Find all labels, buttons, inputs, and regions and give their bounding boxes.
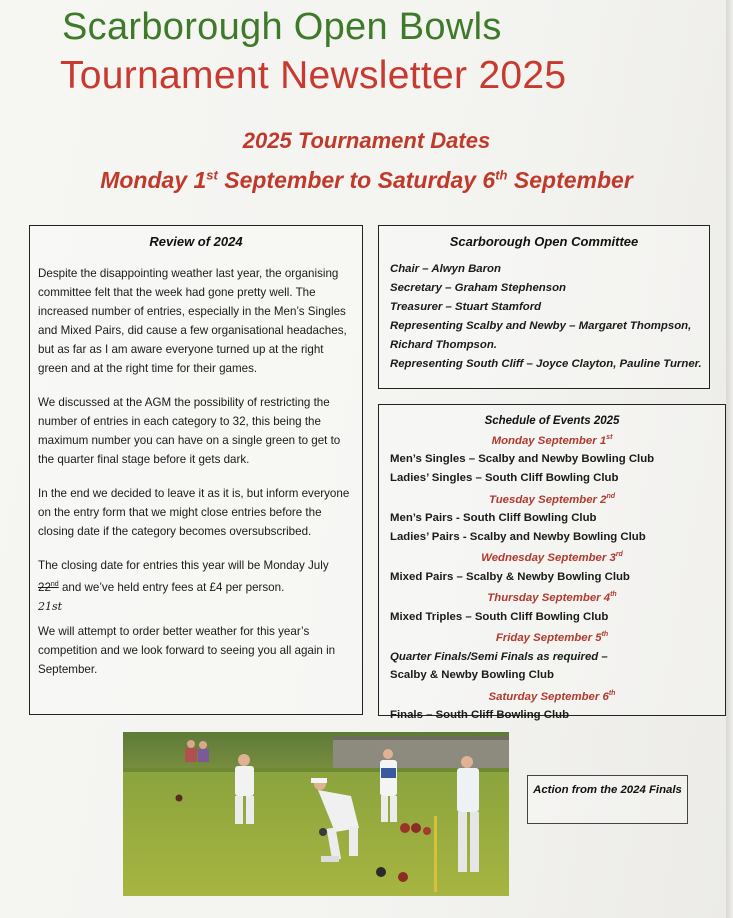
committee-list [379,260,709,374]
committee-line: Treasurer – Stuart Stamford [390,301,542,313]
review-paragraph: Despite the disappointing weather last year, the organising committee felt that the week had gone pretty well. The increased number of entries, especially in the Men’s Singles and Mixed Pairs, did cause a few organisational headaches, but as far as I am aware everyone turned up at the right green and at the right time for their games. [38,267,347,375]
day-label: Monday September 1 [491,434,607,447]
title-line-2: Tournament Newsletter 2025 [60,54,567,97]
committee-heading: Scarborough Open Committee [449,234,639,249]
photo-caption: Action from the 2024 Finals [533,784,682,796]
schedule-event: Men’s Pairs - South Cliff Bowling Club [390,511,597,524]
day-label: Thursday September 4 [487,591,611,604]
dates-part-2: September to Saturday 6 [217,167,496,193]
review-paragraph: We discussed at the AGM the possibility of restricting the number of entries in each category to 32, this being the maximum number you can have on a single green to get to the quarter final stage before it gets dark. [38,396,341,466]
review-box [29,225,363,715]
schedule-day [379,546,725,567]
day-suffix: th [601,631,609,639]
day-label: Wednesday September 3 [481,551,616,564]
review-paragraph: In the end we decided to leave it as it is, but inform everyone on the entry form that we might close entries before the closing date if the category becomes oversubscribed. [38,487,350,538]
schedule-heading: Schedule of Events 2025 [484,415,620,427]
day-label: Friday September 5 [495,631,602,644]
day-suffix: rd [615,551,623,559]
tournament-dates [0,167,733,194]
handwritten-date: 21st [38,599,63,613]
closing-date-rest: and we’ve held entry fees at £4 per person. [61,580,285,594]
schedule-day [379,685,725,706]
committee-line: Secretary – Graham Stephenson [390,282,566,294]
dates-part-3: September [507,167,633,193]
review-paragraph: We will attempt to order better weather for this year’s competition and we look forward to seeing you all again in September. [38,624,336,676]
day-suffix: th [610,591,617,599]
committee-line: Richard Thompson. [390,339,497,351]
day-suffix: st [606,434,613,441]
schedule-event: Scalby & Newby Bowling Club [390,669,554,682]
schedule-box [378,404,726,722]
schedule-event: Mixed Pairs – Scalby & Newby Bowling Club [390,570,630,583]
review-heading: Review of 2024 [149,234,243,249]
bowls-action-photo [123,732,509,896]
struck-date [38,581,59,594]
dates-part-1: Monday 1 [100,167,207,193]
schedule-event: Finals – South Cliff Bowling Club [390,709,570,722]
closing-date-paragraph [30,556,362,616]
committee-line: Representing Scalby and Newby – Margaret Thompson, [390,320,692,332]
struck-date-number: 22 [38,580,51,594]
committee-line: Representing South Cliff – Joyce Clayton, Pauline Turner. [390,358,702,370]
closing-date-text: The closing date for entries this year will be Monday July [38,559,329,572]
day-suffix: th [608,689,616,697]
committee-line: Chair – Alwyn Baron [390,263,501,275]
dates-sup-1: st [206,167,218,183]
schedule-event: Quarter Finals/Semi Finals as required – [390,650,608,663]
schedule-event: Ladies’ Singles – South Cliff Bowling Club [390,471,619,484]
struck-date-suffix: nd [50,581,59,588]
schedule-event: Ladies’ Pairs - Scalby and Newby Bowling Club [390,530,646,543]
day-label: Saturday September 6 [488,690,609,703]
committee-box [378,225,710,389]
schedule-day [379,488,725,509]
schedule-event: Mixed Triples – South Cliff Bowling Club [390,610,609,623]
schedule-day [379,429,725,450]
title-line-1: Scarborough Open Bowls [62,6,502,48]
bowls-photo-illustration [123,732,509,896]
schedule-event: Men’s Singles – Scalby and Newby Bowling Club [390,453,655,466]
schedule-day [379,586,725,607]
photo-caption-box [527,775,688,824]
schedule-day [379,626,725,647]
dates-heading: 2025 Tournament Dates [242,128,491,153]
dates-sup-2: th [495,167,508,183]
day-suffix: nd [606,492,616,500]
day-label: Tuesday September 2 [488,493,607,506]
